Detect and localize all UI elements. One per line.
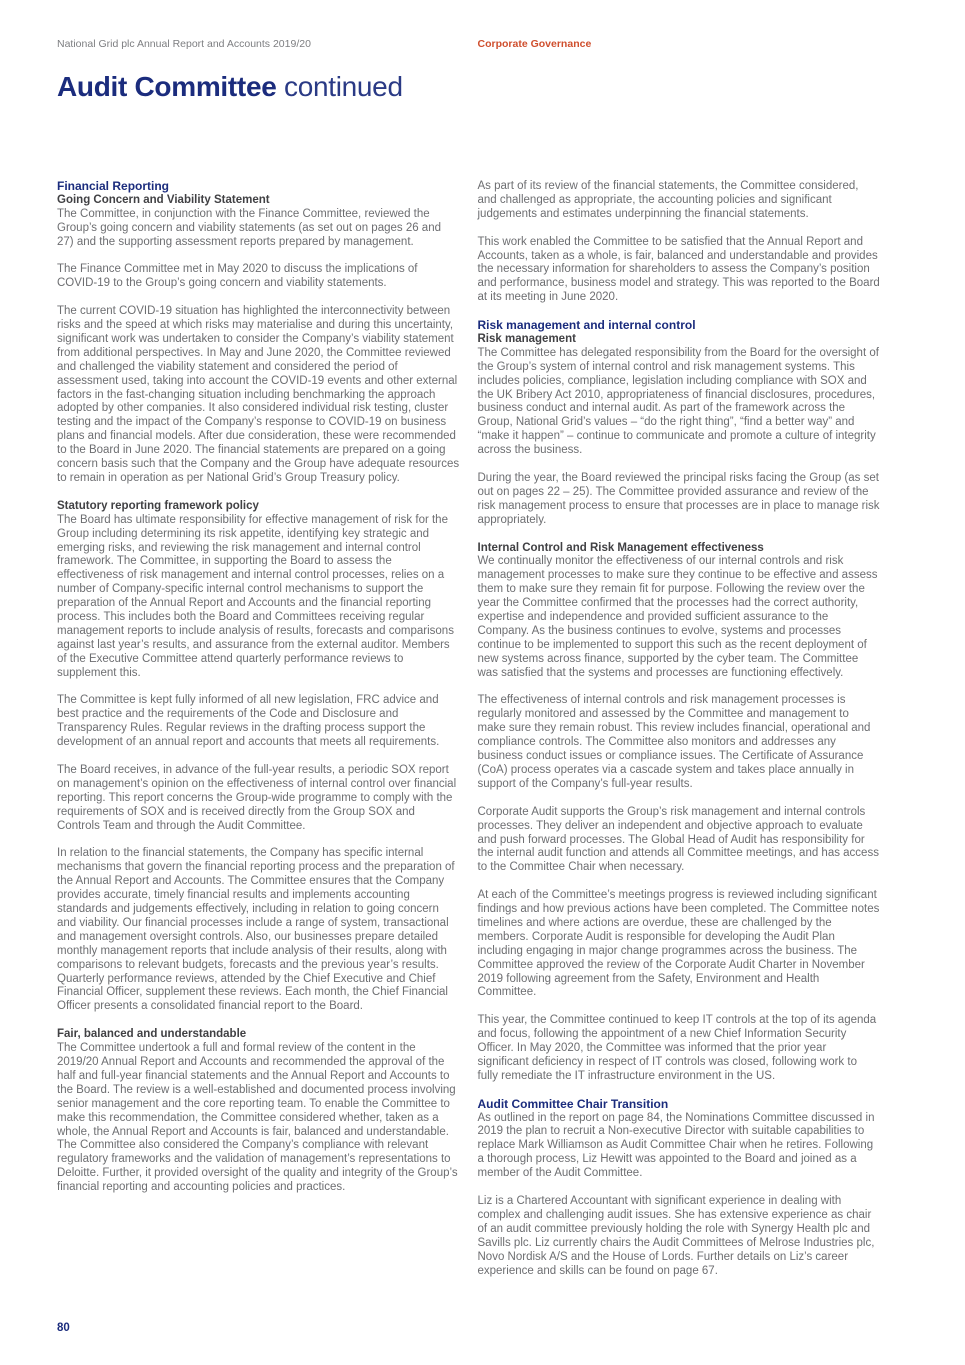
section-tag: Corporate Governance bbox=[477, 38, 592, 50]
left-column bbox=[57, 180, 460, 1195]
sub-heading: Fair, balanced and understandable bbox=[57, 1028, 247, 1041]
page-header bbox=[57, 38, 880, 51]
section-heading: Risk management and internal control bbox=[477, 318, 696, 333]
paragraph: The Board has ultimate responsibility for effective management of risk for the Group including determining its risk appetite, identifying key strategic and emerging risks, and reviewing the risk management and internal control framework. The Committee, in supporting the Board to assess the effectiveness of risk management and internal control processes, relies on a number of Company-specific internal control mechanisms to support the preparation of the Annual Report and Accounts and the financial reporting process. This includes both the Board and Committees receiving regular management reports to include analysis of results, forecasts and comparisons against last year’s results, and assurance from the external auditor. Members of the Executive Committee attend quarterly performance reviews to supplement this. bbox=[57, 513, 454, 679]
paragraph: This work enabled the Committee to be satisfied that the Annual Report and Accounts, taken as a whole, is fair, balanced and understandable and provides the necessary information for shareholders to assess the Company’s position and performance, business model and strategy. This was reported to the Board at its meeting in June 2020. bbox=[477, 235, 880, 304]
paragraph: The Committee, in conjunction with the Finance Committee, reviewed the Group’s going concern and viability statements (as set out on pages 26 and 27) and the supporting assessment reports prepared by management. bbox=[57, 207, 441, 248]
paragraph: Corporate Audit supports the Group’s risk management and internal controls processes. They deliver an independent and objective approach to evaluate and push forward processes. The Global Head of Audit has responsibility for the internal audit function and attends all Committee meetings, and has access to the Committee Chair when necessary. bbox=[477, 805, 879, 874]
two-column-body bbox=[57, 180, 880, 1278]
paragraph: The Committee is kept fully informed of all new legislation, FRC advice and best practice and the requirements of the Code and Disclosure and Transparency Rules. Regular reviews in the drafting process support the development of an annual report and accounts that meets all requirements. bbox=[57, 694, 440, 749]
sub-heading: Risk management bbox=[477, 332, 576, 345]
page-title-suffix: continued bbox=[276, 71, 403, 102]
paragraph: The effectiveness of internal controls and risk management processes is regularly monitored and assessed by the Committee and management to make sure they remain robust. This review includes financial, operational and compliance controls. The Committee also monitors and addresses any business conduct issues or compliance issues. The Certificate of Assurance (CoA) process operates via a cascade system and takes place annually in support of the Company’s full-year results. bbox=[477, 694, 871, 790]
paragraph: In relation to the financial statements, the Company has specific internal mechanisms that govern the financial reporting process and the preparation of the Annual Report and Accounts. The Committee ensures that the Company provides accurate, timely financial results and implements accounting standards and judgements effectively, including in relation to going concern and viability. Our financial processes include a range of system, transactional and management oversight controls. Also, our businesses prepare detailed monthly management reports that include analysis of their results, along with comparisons to relevant budgets, forecasts and the previous year’s results. Quarterly performance reviews, attended by the Chief Executive and Chief Financial Officer, supplement these reviews. Each month, the Chief Financial Officer presents a consolidated financial report to the Board. bbox=[57, 847, 455, 1013]
paragraph: Liz is a Chartered Accountant with significant experience in dealing with complex and challenging audit issues. She has extensive experience as chair of an audit committee previously holding the role with Synergy Health plc and Savills plc. Liz currently chairs the Audit Committees of Melrose Industries plc, Novo Nordisk A/S and the House of Lords. Further details on Liz’s career experience and skills can be found on page 67. bbox=[477, 1195, 875, 1277]
page-title bbox=[57, 70, 880, 103]
paragraph: As outlined in the report on page 84, the Nominations Committee discussed in 2019 the plan to recruit a Non-executive Director with suitable capabilities to replace Mark Williamson as Audit Committee Chair when he retires. Following a thorough process, Liz Hewitt was appointed to the Board and joined as a member of the Audit Committee. bbox=[477, 1111, 875, 1180]
paragraph: During the year, the Board reviewed the principal risks facing the Group (as set out on pages 22 – 25). The Committee provided assurance and review of the risk management process to ensure that processes are in place to manage risk appropriately. bbox=[477, 471, 880, 526]
paragraph: The Committee has delegated responsibility from the Board for the oversight of the Group’s system of internal control and risk management systems. This includes policies, compliance, legislation including compliance with SOX and the UK Bribery Act 2010, appropriateness of financial disclosures, procedures, business conduct and internal audit. As part of the framework across the Group, National Grid’s values – “do the right thing”, “find a better way” and “make it happen” – continue to communicate and promote a culture of integrity across the business. bbox=[477, 346, 879, 457]
right-column bbox=[478, 180, 881, 1278]
paragraph: At each of the Committee’s meetings progress is reviewed including significant findings and how previous actions have been completed. The Committee notes timelines and where actions are overdue, these are challenged by the members. Corporate Audit is responsible for developing the Audit Plan including engaging in major change programmes across the business. The Committee approved the review of the Corporate Audit Charter in November 2019 following agreement from the Safety, Environment and Health Committee. bbox=[477, 889, 880, 999]
section-heading: Financial Reporting bbox=[57, 179, 170, 193]
paragraph: We continually monitor the effectiveness of our internal controls and risk management processes to make sure they continue to be effective and assess them to make sure they remain fit for purpose. Following the review over the year the Committee confirmed that the processes had the correct authority, expertise and independence and provided sufficient assurance to the Company. As the business continues to evolve, systems and processes continue to be implemented to support this such as the recent deployment of new systems across finance, supported by the cyber team. The Committee was satisfied that the systems and processes are functioning effectively. bbox=[477, 555, 878, 679]
paragraph: This year, the Committee continued to keep IT controls at the top of its agenda and focus, following the appointment of a new Chief Information Security Officer. In May 2020, the Committee was informed that the prior year significant deficiency in respect of IT controls was closed, following work to fully remediate the IT infrastructure environment in the US. bbox=[477, 1014, 877, 1082]
sub-heading: Statutory reporting framework policy bbox=[57, 499, 259, 512]
report-edition-label: National Grid plc Annual Report and Accounts 2019/20 bbox=[57, 38, 311, 50]
section-heading: Audit Committee Chair Transition bbox=[477, 1096, 669, 1111]
paragraph: As part of its review of the financial statements, the Committee considered, and challenged as appropriate, the accounting policies and significant judgements and estimates underpinning the financial statements. bbox=[477, 180, 859, 220]
sub-heading: Going Concern and Viability Statement bbox=[57, 193, 270, 206]
page-title-main: Audit Committee bbox=[57, 71, 277, 102]
paragraph: The Committee undertook a full and formal review of the content in the 2019/20 Annual Report and Accounts and recommended the approval of the half and full-year financial statements and the Annual Report and Accounts to the Board. The review is a well-established and documented process involving senior management and the core reporting team. To enable the Committee to make this recommendation, the Committee considered whether, taken as a whole, the Annual Report and Accounts is fair, balanced and understandable. The Committee also considered the Company’s compliance with relevant regulatory frameworks and the validation of management’s representations to Deloitte. Further, it provided oversight of the quality and integrity of the Group’s financial reporting and accounting policies and practices. bbox=[57, 1042, 458, 1194]
paragraph: The Board receives, in advance of the full-year results, a periodic SOX report on management’s opinion on the effectiveness of internal control over financial reporting. This report concerns the Group-wide programme to comply with the requirements of SOX and is received directly from the Group SOX and Controls Team and through the Audit Committee. bbox=[57, 763, 457, 832]
paragraph: The current COVID-19 situation has highlighted the interconnectivity between risks and the speed at which risks may materialise and during this uncertainty, significant work was undertaken to consider the Company’s viability statement from additional perspectives. In May and June 2020, the Committee reviewed and challenged the viability statement and considered the period of assessment used, taking into account the COVID-19 events and other external factors in the fast-changing situation including benchmarking the approach adopted by other companies. It also considered individual risk testing, cluster testing and the impact of the Company’s response to COVID-19 on business plans and financial models. After due consideration, these were recommended to the Board in June 2020. The financial statements are prepared on a going concern basis such that the Company and the Group have adequate resources to remain in operation as per National Grid’s Group Treasury policy. bbox=[57, 305, 460, 484]
paragraph: The Finance Committee met in May 2020 to discuss the implications of COVID-19 to the Group’s going concern and viability statements. bbox=[57, 263, 418, 290]
page-number: 80 bbox=[57, 1322, 70, 1334]
sub-heading: Internal Control and Risk Management effectiveness bbox=[477, 541, 764, 554]
